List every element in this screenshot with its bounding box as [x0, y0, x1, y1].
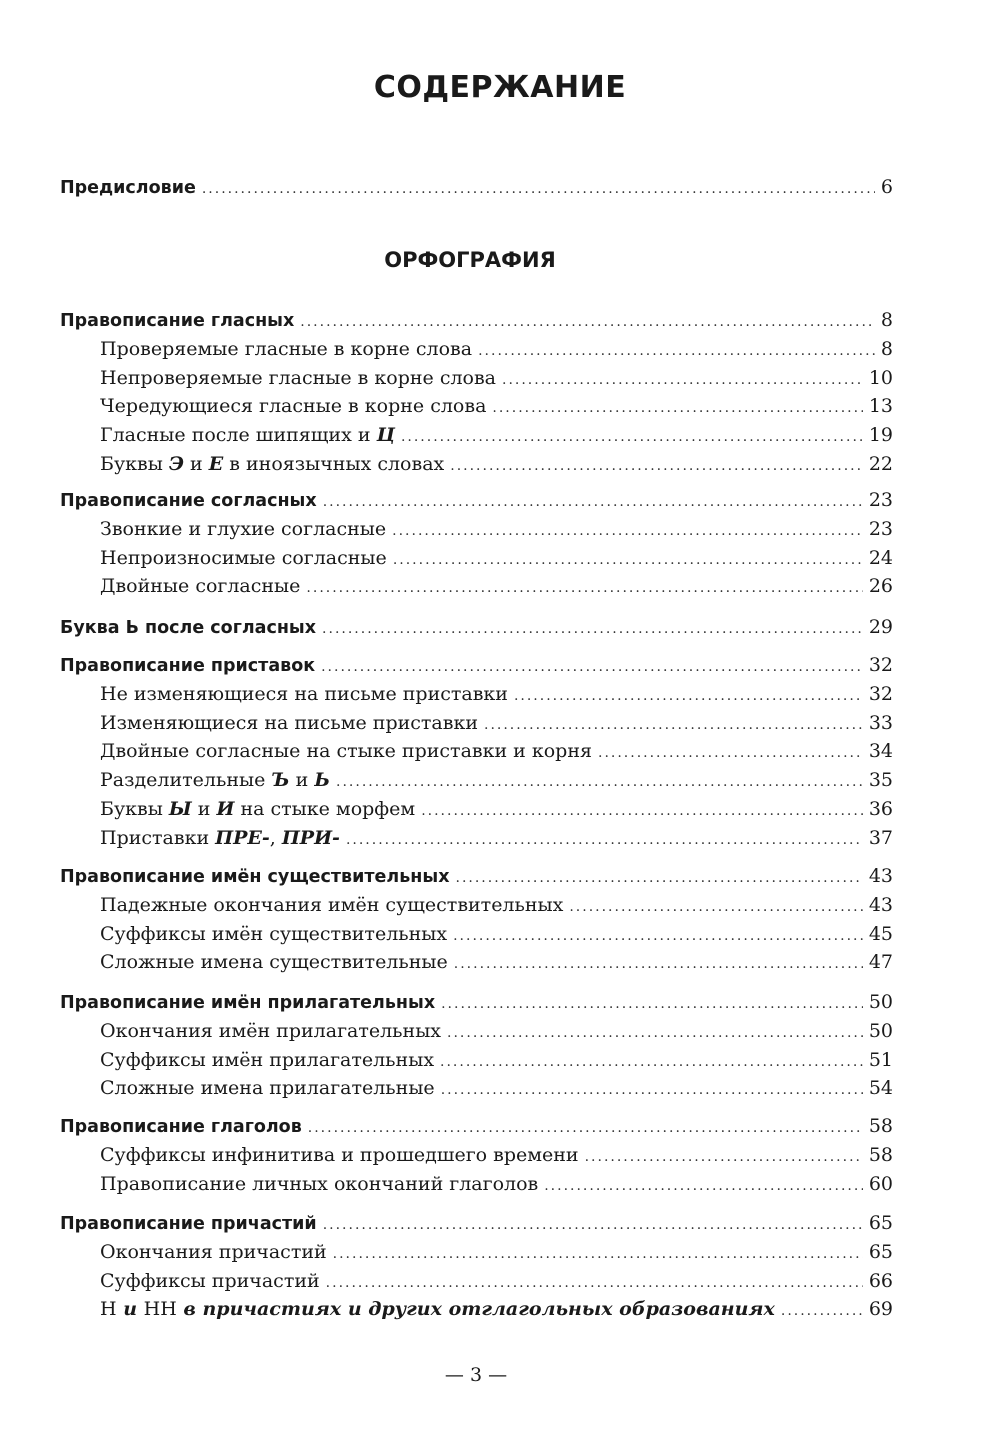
entry-text: Окончания причастий: [100, 1240, 327, 1263]
entry-text: на стыке морфем: [234, 798, 416, 820]
toc-entry-label: [100, 364, 496, 392]
toc-entry-page: 24: [868, 546, 893, 569]
dot-leader: [447, 1017, 863, 1047]
toc-preface-page: 6: [880, 176, 893, 198]
toc-entry-label: [100, 1141, 579, 1169]
toc-entry-label: [100, 948, 448, 976]
toc-entry-page: 34: [868, 740, 893, 763]
dot-leader: [321, 651, 863, 681]
toc-entry-row[interactable]: [100, 1074, 893, 1102]
toc-entry-label: [100, 680, 508, 708]
toc-entry-label: [100, 1238, 327, 1266]
entry-text: Двойные согласные на стыке приставки и корня: [100, 740, 592, 763]
emphasized-letters: Э: [168, 453, 184, 475]
toc-entry-row[interactable]: [100, 709, 893, 737]
entry-text: ,: [269, 826, 282, 849]
toc-entry-page: 54: [868, 1077, 893, 1100]
toc-entry-row[interactable]: [100, 450, 893, 478]
dot-leader: [346, 824, 863, 854]
emphasized-letters: Е: [208, 453, 224, 475]
toc-entry-page: 43: [868, 893, 893, 916]
entry-text: Суффиксы имён прилагательных: [100, 1048, 435, 1071]
toc-entry-row[interactable]: [100, 572, 893, 600]
toc-heading-row[interactable]: [60, 862, 893, 890]
dot-leader: [492, 392, 862, 422]
toc-heading-label: Правописание приставок: [60, 656, 316, 676]
toc-entry-label: [100, 1074, 435, 1102]
dot-leader: [421, 795, 863, 825]
entry-text: Н: [100, 1298, 117, 1321]
toc-entry-label: [100, 392, 486, 420]
dot-leader: [441, 988, 863, 1018]
dot-leader: [781, 1295, 863, 1325]
emphasized-letters: Ы: [168, 798, 192, 820]
entry-text: Суффиксы имён существительных: [100, 922, 448, 945]
toc-entry-page: 32: [868, 682, 893, 705]
toc-entry-row[interactable]: [100, 364, 893, 392]
toc-heading-page: 29: [868, 616, 893, 638]
dot-leader: [326, 1267, 863, 1297]
toc-entry-row[interactable]: [100, 824, 893, 852]
dot-leader: [569, 891, 862, 921]
dot-leader: [544, 1170, 863, 1200]
dot-leader: [454, 948, 863, 978]
toc-entry-label: [100, 1017, 441, 1045]
toc-preface-label: Предисловие: [60, 178, 196, 198]
emphasized-letters: И: [216, 798, 235, 820]
toc-entry-row[interactable]: [100, 948, 893, 976]
toc-heading-row[interactable]: [60, 988, 893, 1016]
dot-leader: [441, 1074, 863, 1104]
toc-entry-page: 8: [880, 337, 893, 360]
toc-entry-row[interactable]: [100, 515, 893, 543]
entry-text: Непроизносимые согласные: [100, 546, 387, 569]
emphasized-letters: Ъ: [271, 769, 290, 792]
toc-entry-row[interactable]: [100, 795, 893, 823]
toc-entry-row[interactable]: [100, 1017, 893, 1045]
toc-entry-row[interactable]: [100, 766, 893, 794]
entry-text: Непроверяемые гласные в корне слова: [100, 366, 496, 389]
dot-leader: [308, 1112, 863, 1142]
toc-entry-page: 23: [868, 517, 893, 540]
dot-leader: [401, 421, 863, 451]
emphasized-letters: Ь: [314, 769, 331, 792]
section-title: ОРФОГРАФИЯ: [384, 248, 556, 272]
toc-entry-page: 19: [868, 424, 893, 447]
dot-leader: [450, 450, 863, 480]
dot-leader: [393, 544, 863, 574]
entry-text: и: [191, 798, 217, 820]
page-number: — 3 —: [444, 1364, 508, 1386]
toc-entry-label: [100, 795, 415, 823]
entry-text: Звонкие и глухие согласные: [100, 517, 387, 540]
toc-heading-label: Правописание глаголов: [60, 1117, 302, 1137]
entry-text: Суффиксы причастий: [100, 1269, 320, 1292]
toc-entry-page: 66: [868, 1269, 893, 1292]
toc-entry-page: 58: [868, 1143, 893, 1166]
entry-text: Изменяющиеся на письме приставки: [100, 711, 478, 734]
toc-entry-label: [100, 920, 447, 948]
entry-text: и: [184, 453, 209, 475]
dot-leader: [306, 572, 862, 602]
toc-entry-page: 60: [868, 1172, 893, 1195]
toc-entry-label: [100, 1295, 775, 1323]
toc-entry-row[interactable]: [100, 421, 893, 449]
toc-heading-row[interactable]: [60, 1112, 893, 1140]
toc-entry-page: 51: [868, 1048, 893, 1071]
dot-leader: [453, 920, 863, 950]
dot-leader: [502, 364, 863, 394]
toc-entry-label: [100, 709, 478, 737]
emphasized-letters: ПРИ-: [281, 826, 340, 849]
dot-leader: [322, 613, 863, 643]
entry-text: Не изменяющиеся на письме приставки: [100, 682, 508, 705]
entry-text: Суффиксы инфинитива и прошедшего времени: [100, 1143, 579, 1166]
toc-heading-page: 23: [868, 489, 893, 511]
toc-entry-page: 13: [868, 395, 893, 418]
dot-leader: [333, 1238, 863, 1268]
toc-heading-label: Буква Ь после согласных: [60, 618, 317, 638]
dot-leader: [300, 306, 875, 336]
toc-entry-page: 45: [868, 922, 893, 945]
entry-text: Правописание личных окончаний глаголов: [100, 1172, 539, 1195]
dot-leader: [202, 173, 875, 203]
toc-entry-label: [100, 824, 340, 852]
entry-text: в иноязычных словах: [223, 453, 445, 475]
entry-text: Буквы: [100, 453, 169, 475]
toc-entry-row[interactable]: [100, 1046, 893, 1074]
toc-entry-label: [100, 335, 472, 363]
toc-entry-label: [100, 766, 330, 794]
toc-entry-row[interactable]: [100, 1267, 893, 1295]
dot-leader: [585, 1141, 863, 1171]
toc-entry-row[interactable]: [100, 335, 893, 363]
toc-entry-label: [100, 544, 387, 572]
toc-heading-row[interactable]: [60, 651, 893, 679]
toc-heading-page: 8: [880, 309, 893, 331]
toc-entry-page: 33: [868, 711, 893, 734]
toc-heading-label: Правописание согласных: [60, 491, 317, 511]
toc-heading-label: Правописание причастий: [60, 1214, 317, 1234]
entry-text: Окончания имён прилагательных: [100, 1019, 442, 1042]
toc-heading-label: Правописание имён прилагательных: [60, 993, 436, 1013]
entry-text: и: [289, 769, 315, 792]
toc-entry-row[interactable]: [100, 1141, 893, 1169]
entry-text: Падежные окончания имён существительных: [100, 893, 564, 916]
toc-entry-page: 50: [868, 1019, 893, 1042]
toc-entry-row[interactable]: [100, 1295, 893, 1323]
toc-entry-label: [100, 737, 592, 765]
toc-entry-page: 37: [868, 826, 893, 849]
toc-heading-page: 58: [868, 1115, 893, 1137]
toc-entry-label: [100, 421, 395, 449]
toc-entry-row[interactable]: [100, 544, 893, 572]
toc-entry-page: 10: [868, 366, 893, 389]
toc-heading-row[interactable]: [60, 613, 893, 641]
entry-text: Разделительные: [100, 769, 272, 792]
toc-entry-label: [100, 515, 386, 543]
toc-entry-row[interactable]: [100, 1170, 893, 1198]
toc-entry-page: 47: [868, 951, 893, 974]
dot-leader: [456, 862, 863, 892]
toc-entry-page: 26: [868, 575, 893, 598]
page-title: СОДЕРЖАНИЕ: [373, 70, 627, 105]
dot-leader: [440, 1046, 863, 1076]
entry-text: Сложные имена существительные: [100, 951, 448, 974]
emphasized-letters: и: [116, 1298, 144, 1321]
toc-heading-label: Правописание гласных: [60, 311, 295, 331]
toc-heading-row[interactable]: [60, 1209, 893, 1237]
dot-leader: [598, 737, 863, 767]
toc-heading-page: 43: [868, 865, 893, 887]
dot-leader: [478, 335, 875, 365]
dot-leader: [484, 709, 863, 739]
emphasized-letters: ПРЕ-: [215, 826, 270, 849]
entry-text: Чередующиеся гласные в корне слова: [100, 395, 487, 418]
toc-entry-label: [100, 572, 300, 600]
dot-leader: [336, 766, 863, 796]
entry-text: Двойные согласные: [100, 575, 301, 598]
entry-text: Гласные после шипящих и: [100, 424, 377, 447]
toc-heading-row[interactable]: [60, 306, 893, 334]
toc-entry-label: [100, 1267, 320, 1295]
toc-heading-label: Правописание имён существительных: [60, 867, 450, 887]
toc-entry-row[interactable]: [100, 920, 893, 948]
toc-entry-row[interactable]: [100, 737, 893, 765]
toc-heading-page: 32: [868, 654, 893, 676]
toc-entry-page: 36: [868, 798, 893, 820]
toc-entry-row[interactable]: [100, 392, 893, 420]
toc-preface-row[interactable]: [60, 173, 893, 201]
emphasized-letters: Ц: [376, 424, 395, 447]
toc-entry-label: [100, 891, 563, 919]
entry-text: НН: [143, 1298, 177, 1321]
toc-entry-page: 35: [868, 769, 893, 792]
entry-text: Буквы: [100, 798, 169, 820]
toc-entry-page: 65: [868, 1240, 893, 1263]
entry-text: Приставки: [100, 826, 216, 849]
emphasized-letters: в причастиях и других отглагольных образованиях: [176, 1298, 775, 1321]
dot-leader: [392, 515, 863, 545]
toc-heading-row[interactable]: [60, 486, 893, 514]
dot-leader: [323, 486, 863, 516]
toc-entry-row[interactable]: [100, 680, 893, 708]
toc-entry-row[interactable]: [100, 1238, 893, 1266]
dot-leader: [514, 680, 863, 710]
toc-entry-page: 69: [868, 1298, 893, 1321]
toc-entry-label: [100, 1046, 434, 1074]
toc-entry-label: [100, 1170, 538, 1198]
toc-entry-page: 22: [868, 453, 893, 475]
dot-leader: [323, 1209, 863, 1239]
toc-heading-page: 50: [868, 991, 893, 1013]
toc-heading-page: 65: [868, 1212, 893, 1234]
toc-entry-row[interactable]: [100, 891, 893, 919]
entry-text: Проверяемые гласные в корне слова: [100, 337, 473, 360]
toc-entry-label: [100, 450, 444, 478]
entry-text: Сложные имена прилагательные: [100, 1077, 435, 1100]
